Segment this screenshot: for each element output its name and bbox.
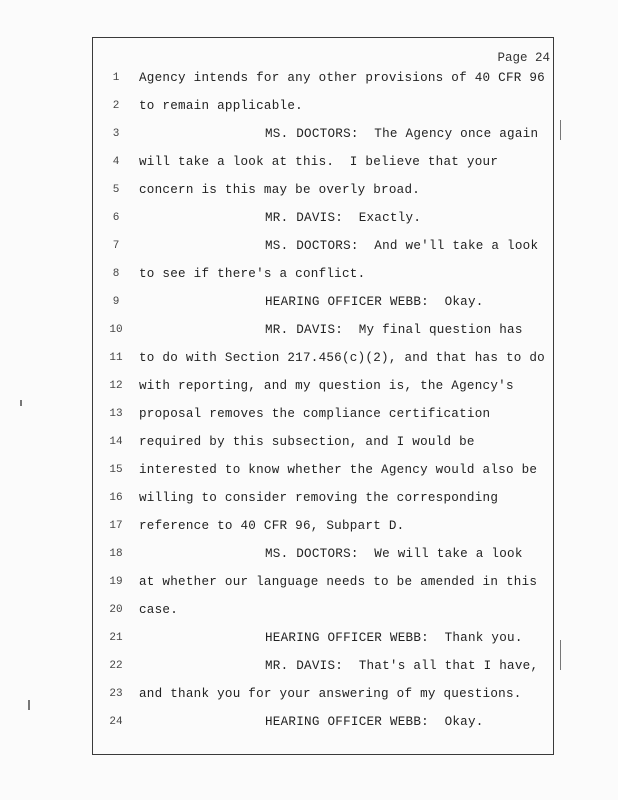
line-number: 3 (112, 128, 120, 140)
transcript-page-border (92, 37, 554, 755)
transcript-line: MR. DAVIS: Exactly. (265, 211, 422, 225)
scan-speck (28, 700, 30, 710)
line-number: 11 (109, 352, 123, 364)
scan-speck (560, 640, 561, 670)
line-number: 2 (112, 100, 120, 112)
line-number: 19 (109, 576, 123, 588)
transcript-line: concern is this may be overly broad. (139, 183, 421, 197)
transcript-line: with reporting, and my question is, the Agency's (139, 379, 514, 393)
line-number: 9 (112, 296, 120, 308)
transcript-line: will take a look at this. I believe that your (139, 155, 499, 169)
transcript-line: HEARING OFFICER WEBB: Thank you. (265, 631, 523, 645)
transcript-line: proposal removes the compliance certification (139, 407, 491, 421)
transcript-line: reference to 40 CFR 96, Subpart D. (139, 519, 405, 533)
line-number: 21 (109, 632, 123, 644)
transcript-line: MS. DOCTORS: And we'll take a look (265, 239, 539, 253)
line-number: 24 (109, 716, 123, 728)
transcript-line: HEARING OFFICER WEBB: Okay. (265, 295, 484, 309)
line-number: 18 (109, 548, 123, 560)
line-number: 14 (109, 436, 123, 448)
line-number: 20 (109, 604, 123, 616)
page-number-label: Page 24 (497, 51, 550, 65)
scan-speck (20, 400, 22, 406)
transcript-line: MS. DOCTORS: The Agency once again (265, 127, 539, 141)
transcript-line: Agency intends for any other provisions of 40 CFR 96 (139, 71, 545, 85)
transcript-line: MS. DOCTORS: We will take a look (265, 547, 523, 561)
line-number: 16 (109, 492, 123, 504)
line-number: 7 (112, 240, 120, 252)
line-number: 22 (109, 660, 123, 672)
line-number: 13 (109, 408, 123, 420)
line-number: 15 (109, 464, 123, 476)
transcript-line: interested to know whether the Agency would also be (139, 463, 538, 477)
transcript-line: case. (139, 603, 179, 617)
line-number: 17 (109, 520, 123, 532)
transcript-line: to remain applicable. (139, 99, 303, 113)
transcript-line: required by this subsection, and I would be (139, 435, 475, 449)
transcript-line: at whether our language needs to be amended in this (139, 575, 538, 589)
transcript-line: to do with Section 217.456(c)(2), and that has to do (139, 351, 545, 365)
transcript-line: willing to consider removing the corresponding (139, 491, 499, 505)
line-number: 6 (112, 212, 120, 224)
line-number: 5 (112, 184, 120, 196)
scan-speck (560, 120, 561, 140)
line-number: 10 (109, 324, 123, 336)
line-number: 12 (109, 380, 123, 392)
line-number: 4 (112, 156, 120, 168)
transcript-line: MR. DAVIS: That's all that I have, (265, 659, 539, 673)
line-number: 23 (109, 688, 123, 700)
transcript-line: and thank you for your answering of my questions. (139, 687, 522, 701)
line-number: 1 (112, 72, 120, 84)
transcript-line: MR. DAVIS: My final question has (265, 323, 523, 337)
transcript-line: to see if there's a conflict. (139, 267, 366, 281)
transcript-line: HEARING OFFICER WEBB: Okay. (265, 715, 484, 729)
line-number: 8 (112, 268, 120, 280)
